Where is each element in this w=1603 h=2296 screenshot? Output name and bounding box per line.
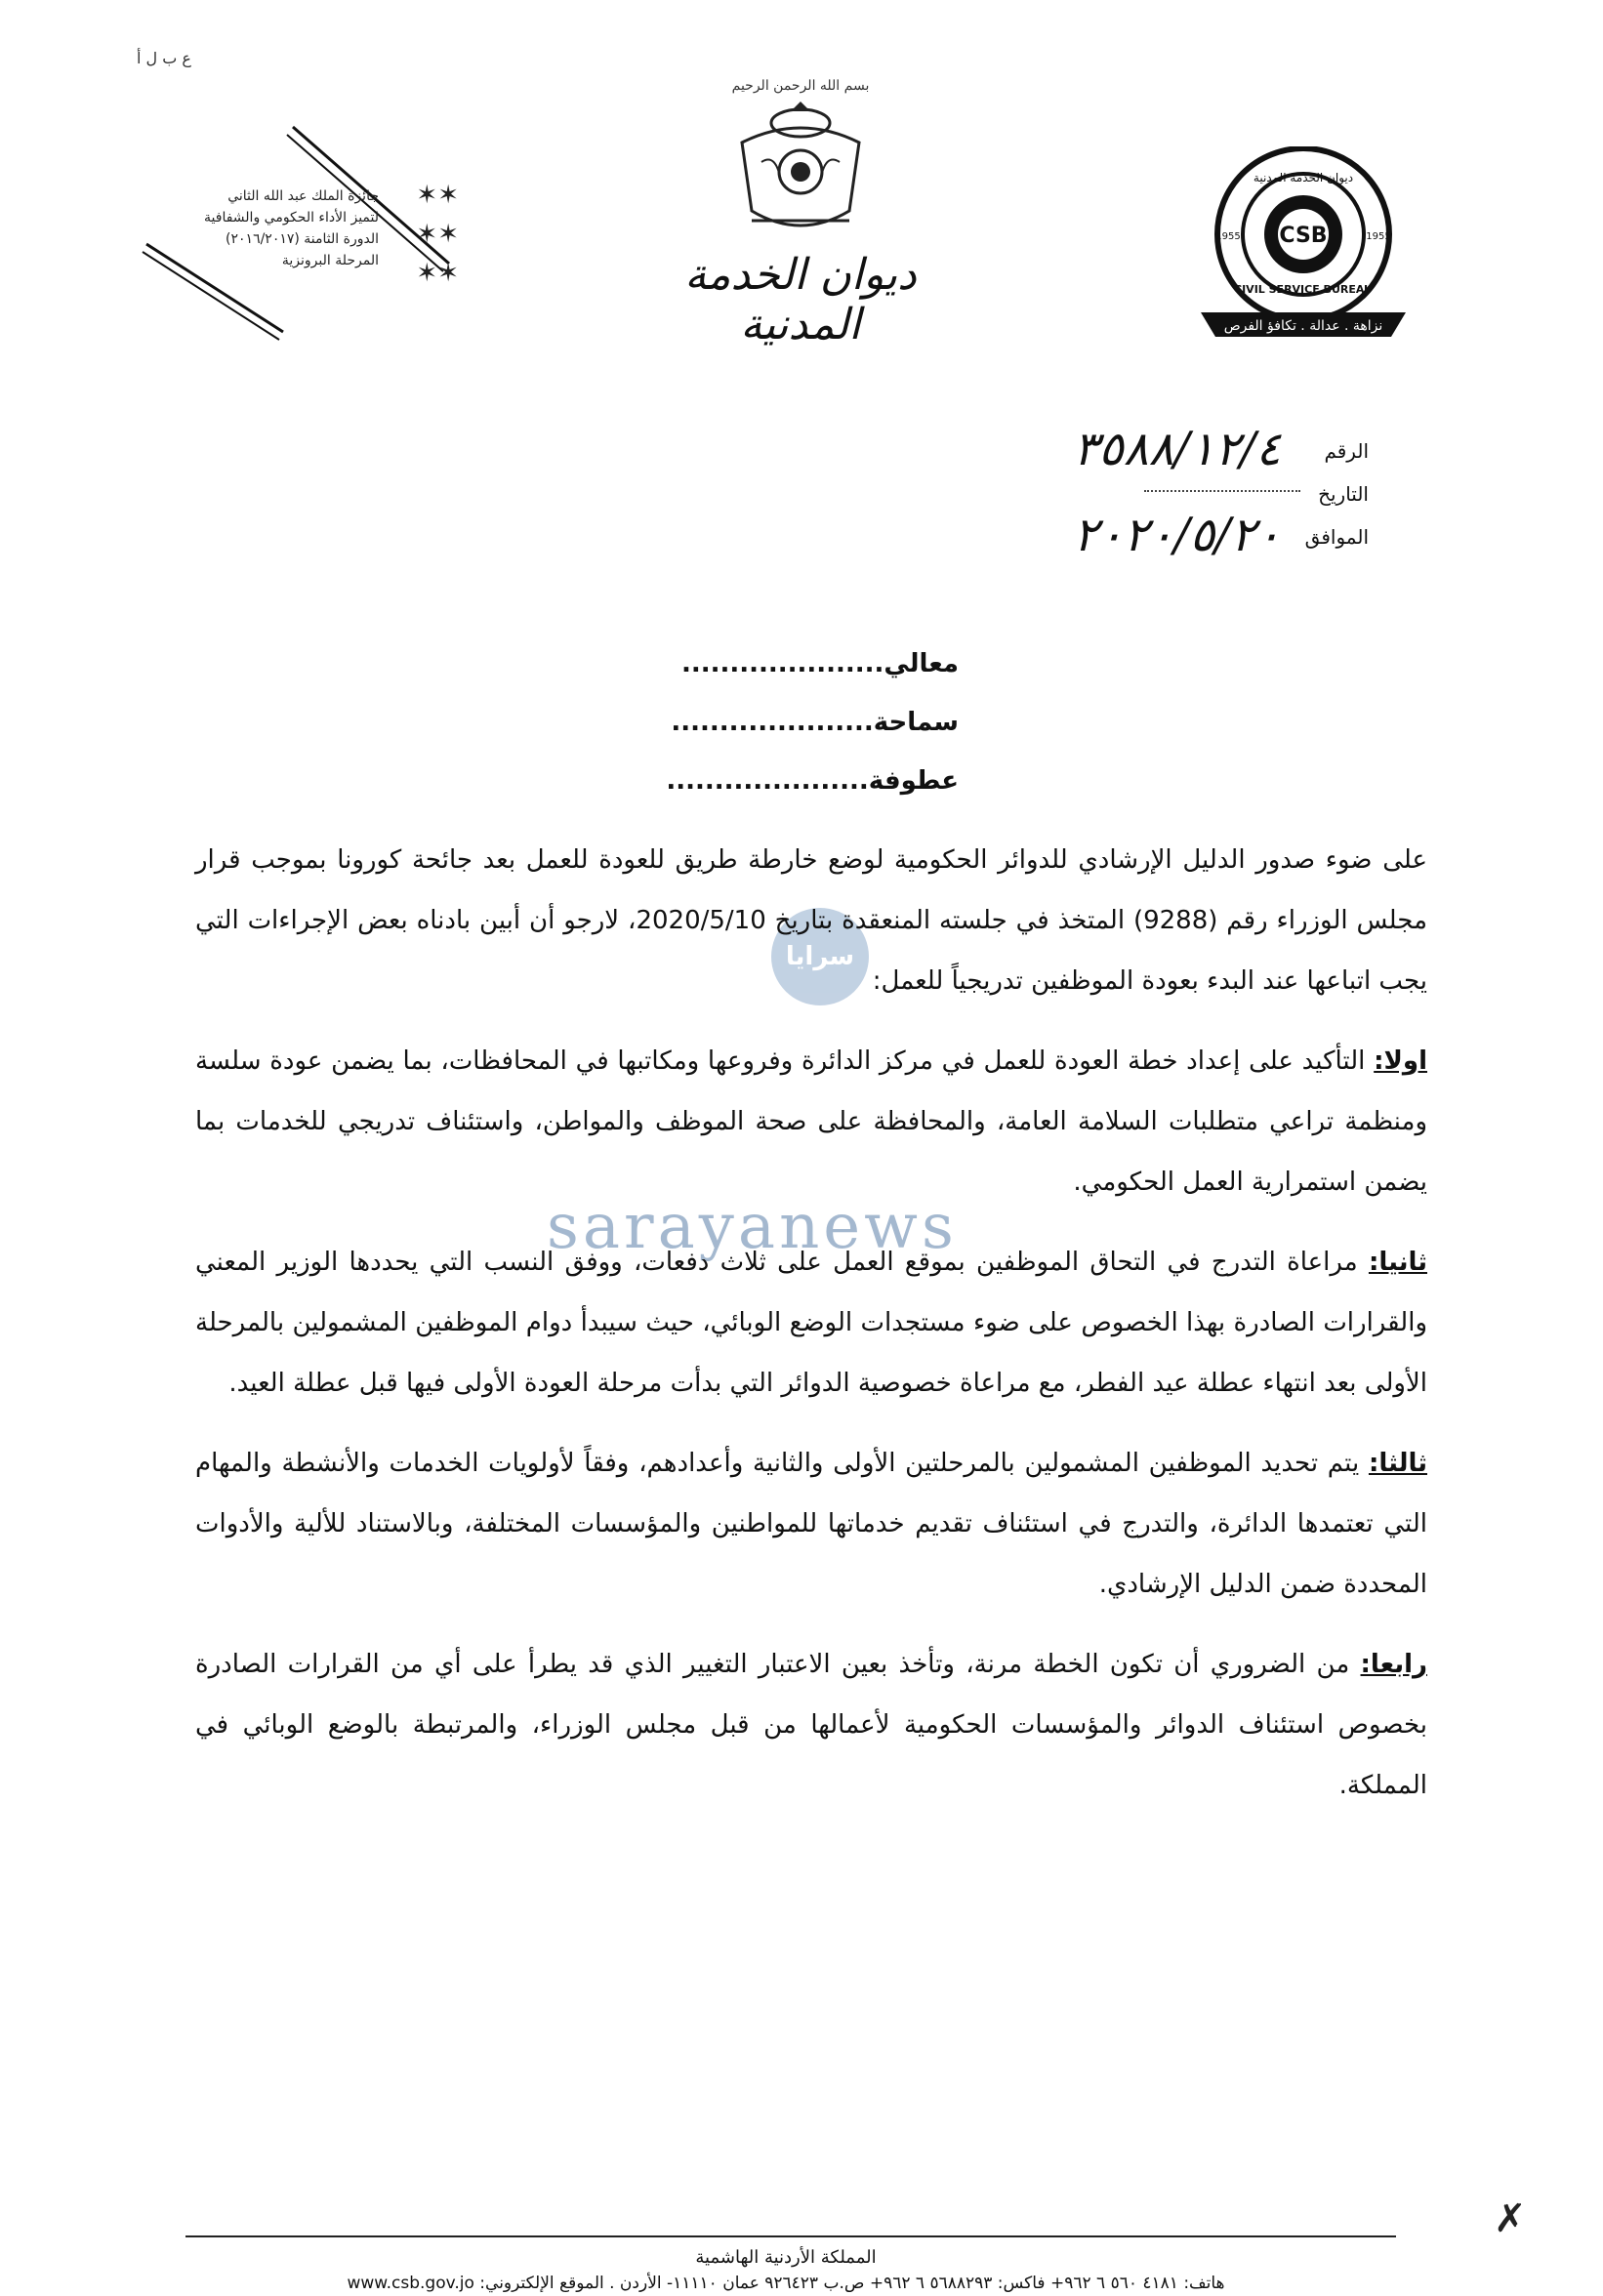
reference-corresponding-row [861, 508, 1369, 562]
award-stamp [117, 39, 469, 342]
paragraph-first [195, 1031, 1427, 1212]
logo-arabic: ديوان الخدمة المدنية [1253, 171, 1354, 184]
salutation-line: معالي..................... [680, 649, 959, 678]
handwritten-mark-icon: ✗ [1494, 2196, 1527, 2241]
footer-divider [185, 2235, 1396, 2237]
award-line: لتميز الأداء الحكومي والشفافية [204, 210, 379, 226]
crest-caption: بسم الله الرحمن الرحيم [731, 78, 870, 94]
paragraph-third-lead: ثالثا: [1368, 1449, 1427, 1478]
award-line: جائزة الملك عبد الله الثاني [227, 188, 379, 204]
logo-year-left: 1955 [1215, 231, 1241, 242]
reference-number-row [861, 422, 1369, 476]
award-line: المرحلة البرونزية [281, 253, 379, 268]
reference-corresponding-value: ٢٠٢٠/٥/٢٠ [1073, 508, 1281, 562]
award-line: الدورة الثامنة (٢٠١٦/٢٠١٧) [226, 231, 379, 247]
paragraph-third-text: يتم تحديد الموظفين المشمولين بالمرحلتين الأولى والثانية وأعدادهم، وفقاً لأولويات الخدمات والأنشطة والمهام التي تعتمدها الدائرة، والتدرج في استئناف تقديم خدماتها للمواطنين والمؤسسات المختلفة، وبالاستناد للألية والأدوات المحددة ضمن الدليل الإرشادي. [195, 1449, 1427, 1599]
coat-of-arms-icon [722, 94, 879, 240]
handwritten-note: ع ب ل أ [137, 49, 191, 67]
reference-number-value: ٣٥٨٨/١٢/٤ [1073, 422, 1281, 476]
star-icon: ✶✶ [416, 259, 459, 288]
bureau-name: ديوان الخدمة المدنية [684, 250, 917, 349]
crest-block [625, 78, 976, 381]
letter-body [195, 830, 1427, 1835]
reference-number-label: الرقم [1324, 439, 1369, 463]
intro-paragraph: على ضوء صدور الدليل الإرشادي للدوائر الحكومية لوضع خارطة طريق للعودة للعمل بعد جائحة كورونا بموجب قرار مجلس الوزراء رقم (9288) المتخذ في جلسته المنعقدة بتاريخ 2020/5/10، لارجو أن أبين بادناه بعض الإجراءات التي يجب اتباعها عند البدء بعودة الموظفين تدريجياً للعمل: [195, 845, 1428, 996]
reference-block [861, 422, 1369, 562]
svg-text:CSB: CSB [1279, 224, 1328, 248]
award-stars [381, 176, 459, 293]
paragraph-first-lead: اولا: [1374, 1046, 1427, 1076]
civil-service-logo-icon [1181, 146, 1425, 342]
salutation-line: عطوفة..................... [666, 766, 959, 796]
paragraph-second-lead: ثانيا: [1368, 1248, 1427, 1277]
footer-contacts: هاتف: ٤١٨١ ٥٦٠ ٦ ٩٦٢+ فاكس: ٥٦٨٨٢٩٣ ٦ ٩٦٢+ ص.ب ٩٢٦٤٢٣ عمان ١١١١٠- الأردن . الموقع الإلكتروني: www.csb.gov.jo [347, 2274, 1225, 2293]
paragraph-second-text: مراعاة التدرج في التحاق الموظفين بموقع العمل على ثلاث دفعات، ووفق النسب التي يحددها الوزير المعني والقرارات الصادرة بهذا الخصوص على ضوء مستجدات الوضع الوبائي، حيث سيبدأ دوام الموظفين المشمولين بالمرحلة الأولى بعد انتهاء عطلة عيد الفطر، مع مراعاة خصوصية الدوائر التي بدأت مرحلة العودة الأولى فيها قبل عطلة العيد. [195, 1248, 1427, 1398]
paragraph-first-text: التأكيد على إعداد خطة العودة للعمل في مركز الدائرة وفروعها ومكاتبها في المحافظات، بما يضمن عودة سلسة ومنظمة تراعي متطلبات السلامة العامة، والمحافظة على صحة الموظف والمواطن، واستئناف تدريجي للخدمات بما يضمن استمرارية العمل الحكومي. [195, 1046, 1427, 1197]
award-text [184, 185, 379, 271]
logo-year-right: 1955 [1366, 231, 1391, 242]
watermark-text: sarayanews [547, 1191, 958, 1263]
paragraph-fourth-lead: رابعا: [1360, 1650, 1427, 1679]
paragraph-second [195, 1232, 1427, 1414]
paragraph-third [195, 1433, 1427, 1615]
footer-kingdom: المملكة الأردنية الهاشمية [695, 2247, 877, 2268]
logo-english: CIVIL SERVICE BUREAU [1234, 283, 1373, 296]
paragraph-fourth-text: من الضروري أن تكون الخطة مرنة، وتأخذ بعين الاعتبار التغيير الذي قد يطرأ على أي من القرارات الصادرة بخصوص استئناف الدوائر والمؤسسات الحكومية لأعمالها من قبل مجلس الوزراء، والمرتبطة بالوضع الوبائي في المملكة. [195, 1650, 1427, 1800]
reference-date-dots [1144, 490, 1300, 492]
reference-date-label: التاريخ [1318, 482, 1369, 506]
star-icon: ✶✶ [416, 220, 459, 249]
star-icon: ✶✶ [416, 181, 459, 210]
paragraph-fourth [195, 1634, 1427, 1816]
footer [176, 2245, 1396, 2296]
watermark-badge: سرايا [771, 908, 869, 1005]
reference-corresponding-label: الموافق [1304, 525, 1369, 549]
logo-banner: نزاهة . عدالة . تكافؤ الفرص [1223, 318, 1383, 334]
salutation-line: سماحة..................... [671, 708, 959, 737]
salutations [607, 635, 959, 810]
civil-service-logo [1181, 146, 1425, 342]
